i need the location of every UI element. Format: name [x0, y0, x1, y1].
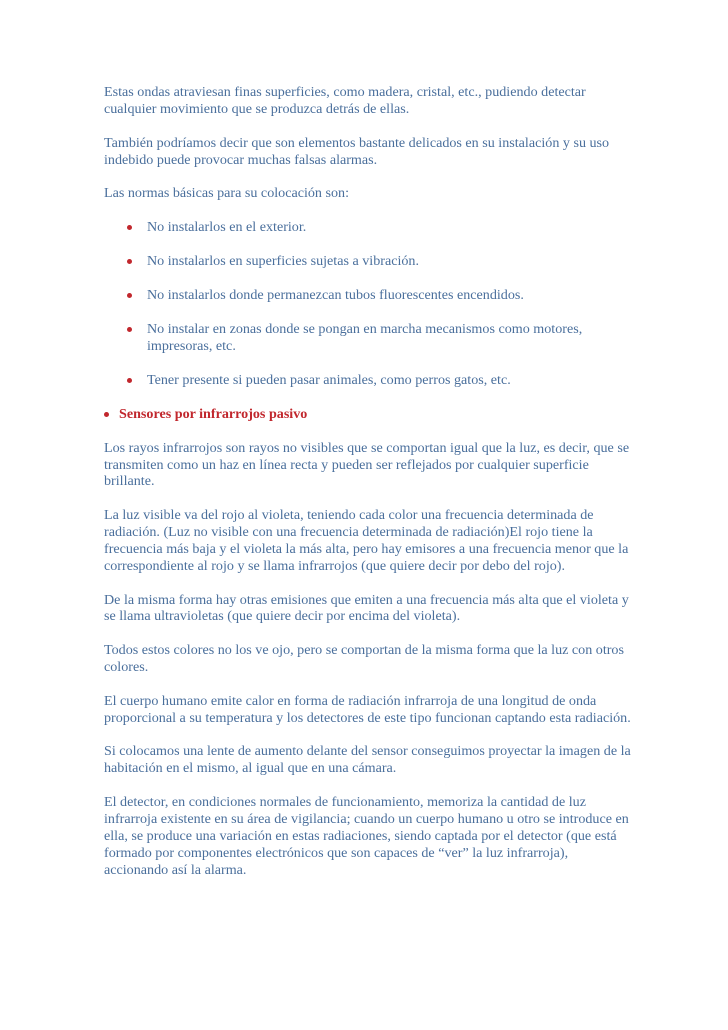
- rule-text: No instalarlos donde permanezcan tubos fluorescentes encendidos.: [147, 287, 524, 304]
- red-dot-bullet-icon: [127, 259, 132, 264]
- paragraph-through-surfaces: Estas ondas atraviesan finas superficies, como madera, cristal, etc., pudiendo detectar cualquier movimiento que se produzca detrás de ellas.: [104, 84, 586, 117]
- section-heading-text: Sensores por infrarrojos pasivo: [119, 405, 308, 422]
- red-dot-bullet-icon: [104, 412, 109, 417]
- rule-text: Tener presente si pueden pasar animales, como perros gatos, etc.: [147, 372, 511, 389]
- paragraph-visible-light: La luz visible va del rojo al violeta, teniendo cada color una frecuencia determinada de radiación. (Luz no visible con una frecuencia determinada de radiación)El rojo tiene la frecuencia más baja y el violeta la más alta, pero hay emisores a una frecuencia menor que la correspondiente al rojo y se llama infrarrojos (que quiere decir por debo del rojo).: [104, 507, 629, 574]
- paragraph-human-body-radiation: El cuerpo humano emite calor en forma de radiación infrarroja de una longitud de onda proporcional a su temperatura y los detectores de este tipo funcionan captando esta radiación.: [104, 692, 631, 726]
- rules-intro: Las normas básicas para su colocación son:: [104, 185, 349, 202]
- paragraph-lens-projection: Si colocamos una lente de aumento delante del sensor conseguimos proyectar la imagen de la habitación en el mismo, al igual que en una cámara.: [104, 743, 631, 777]
- rule-text: No instalarlos en el exterior.: [147, 219, 307, 236]
- rule-text: No instalarlos en superficies sujetas a vibración.: [147, 253, 420, 270]
- rule-item: [104, 219, 632, 236]
- rule-item: [104, 253, 632, 270]
- red-dot-bullet-icon: [127, 293, 132, 298]
- rule-text: No instalar en zonas donde se pongan en marcha mecanismos como motores, impresoras, etc.: [147, 321, 583, 355]
- rule-item: [104, 287, 632, 304]
- paragraph-installation-delicacy: También podríamos decir que son elementos bastante delicados en su instalación y su uso indebido puede provocar muchas falsas alarmas.: [104, 134, 610, 168]
- paragraph-colors-not-visible: Todos estos colores no los ve ojo, pero se comportan de la misma forma que la luz con otros colores.: [104, 642, 624, 676]
- paragraph-infrared-rays: Los rayos infrarrojos son rayos no visibles que se comportan igual que la luz, es decir, que se transmiten como un haz en línea recta y pueden ser reflejados por cualquier superficie brillante.: [104, 439, 630, 490]
- red-dot-bullet-icon: [127, 378, 132, 383]
- paragraph-detector-operation: El detector, en condiciones normales de funcionamiento, memoriza la cantidad de luz infrarroja existente en su área de vigilancia; cuando un cuerpo humano u otro se introduce en ella, se produce una variación en estas radiaciones, siendo captada por el detector (que está formado por componentes electrónicos que son capaces de “ver” la luz infrarroja), accionando así la alarma.: [104, 794, 629, 878]
- document-body: [104, 84, 632, 895]
- installation-rules-list: [104, 219, 632, 389]
- paragraph-ultraviolet: De la misma forma hay otras emisiones que emiten a una frecuencia más alta que el violeta y se llama ultravioletas (que quiere decir por encima del violeta).: [104, 591, 629, 625]
- red-dot-bullet-icon: [127, 327, 132, 332]
- section-heading: [104, 406, 632, 423]
- rule-item: [104, 321, 632, 355]
- red-dot-bullet-icon: [127, 225, 132, 230]
- rule-item: [104, 372, 632, 389]
